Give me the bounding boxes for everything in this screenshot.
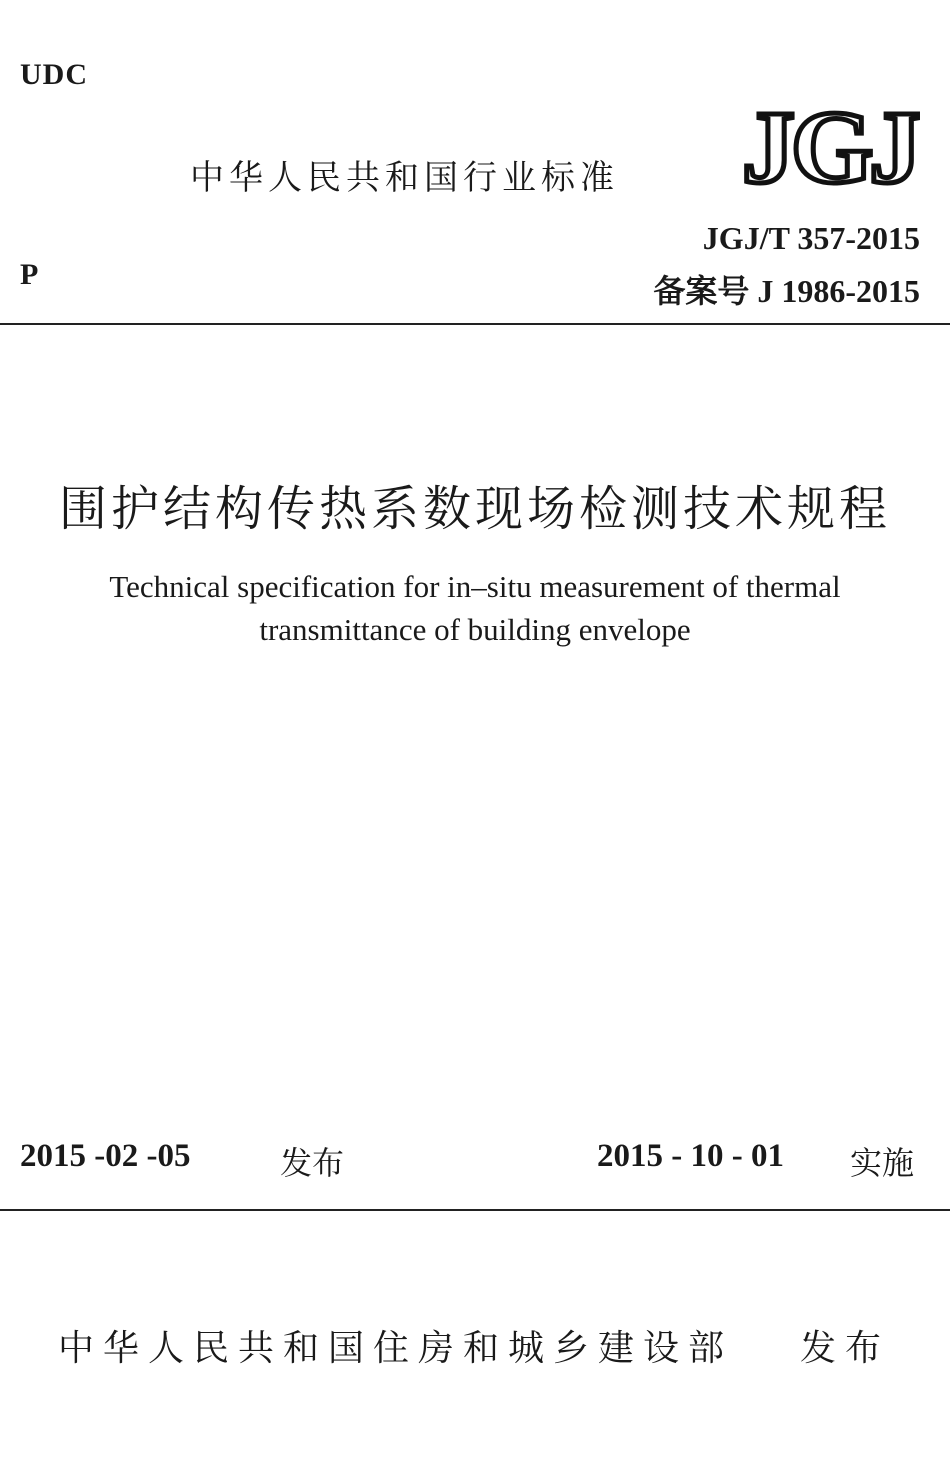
standard-number: JGJ/T 357-2015 bbox=[702, 220, 920, 256]
implement-date: 2015 - 10 - 01 bbox=[597, 1138, 784, 1174]
implement-label: 实施 bbox=[850, 1144, 915, 1182]
record-number: 备案号 J 1986-2015 bbox=[653, 273, 920, 309]
publisher-name: 中华人民共和国住房和城乡建设部 bbox=[58, 1328, 734, 1369]
category-code: P bbox=[20, 258, 39, 291]
title-english-line-2: transmittance of building envelope bbox=[259, 612, 691, 647]
title-english-line-1: Technical specification for in–situ measurement of thermal bbox=[109, 569, 841, 604]
issue-date: 2015 -02 -05 bbox=[20, 1138, 191, 1174]
udc-label: UDC bbox=[20, 58, 88, 91]
top-divider bbox=[0, 323, 950, 325]
title-english bbox=[0, 565, 950, 651]
publisher-label: 发布 bbox=[800, 1328, 891, 1369]
jgj-logo bbox=[740, 96, 920, 188]
title-chinese: 围护结构传热系数现场检测技术规程 bbox=[58, 481, 891, 537]
industry-standard-title: 中华人民共和国行业标准 bbox=[190, 158, 619, 198]
jgj-logo-text: JGJ bbox=[742, 96, 920, 188]
issue-label: 发布 bbox=[280, 1144, 345, 1182]
bottom-divider bbox=[0, 1209, 950, 1211]
